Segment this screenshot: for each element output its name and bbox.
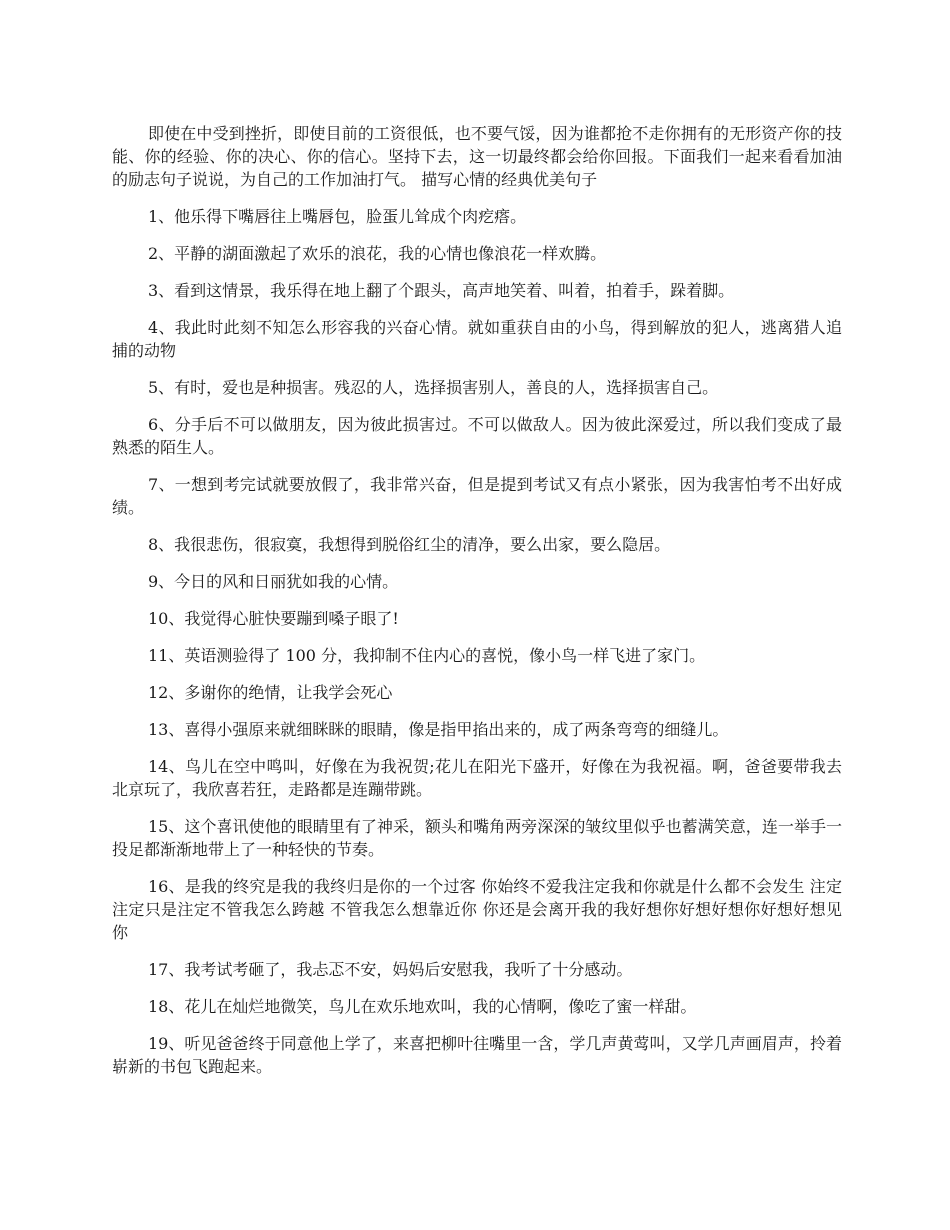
list-item: 12、多谢你的绝情，让我学会死心 bbox=[148, 683, 393, 702]
list-item: 15、这个喜讯使他的眼睛里有了神采，额头和嘴角两旁深深的皱纹里似乎也蓄满笑意，连一举手一投足都渐渐地带上了一种轻快的节奏。 bbox=[112, 817, 842, 859]
list-item: 5、有时，爱也是种损害。残忍的人，选择损害别人，善良的人，选择损害自己。 bbox=[148, 378, 719, 397]
list-item: 7、一想到考完试就要放假了，我非常兴奋，但是提到考试又有点小紧张，因为我害怕考不出好成绩。 bbox=[112, 475, 842, 517]
list-item: 6、分手后不可以做朋友，因为彼此损害过。不可以做敌人。因为彼此深爱过，所以我们变成了最熟悉的陌生人。 bbox=[112, 415, 842, 457]
list-item: 4、我此时此刻不知怎么形容我的兴奋心情。就如重获自由的小鸟，得到解放的犯人，逃离猎人追捕的动物 bbox=[112, 318, 842, 360]
list-item: 14、鸟儿在空中鸣叫，好像在为我祝贺;花儿在阳光下盛开，好像在为我祝福。啊，爸爸要带我去北京玩了，我欣喜若狂，走路都是连蹦带跳。 bbox=[112, 757, 842, 799]
list-item: 19、听见爸爸终于同意他上学了，来喜把柳叶往嘴里一含，学几声黄莺叫，又学几声画眉声，拎着崭新的书包飞跑起来。 bbox=[112, 1034, 842, 1076]
list-item: 18、花儿在灿烂地微笑，鸟儿在欢乐地欢叫，我的心情啊，像吃了蜜一样甜。 bbox=[148, 997, 697, 1016]
list-item: 17、我考试考砸了，我忐忑不安，妈妈后安慰我，我听了十分感动。 bbox=[148, 960, 633, 979]
list-item: 16、是我的终究是我的我终归是你的一个过客 你始终不爱我注定我和你就是什么都不会发生 注定注定只是注定不管我怎么跨越 不管我怎么想靠近你 你还是会离开我的我好想你好想好想你好想好想见你 bbox=[112, 877, 842, 942]
list-item: 1、他乐得下嘴唇往上嘴唇包，脸蛋儿耸成个肉疙瘩。 bbox=[148, 207, 527, 226]
list-item: 9、今日的风和日丽犹如我的心情。 bbox=[148, 572, 399, 591]
document-page bbox=[112, 122, 842, 1092]
list-item: 10、我觉得心脏快要蹦到嗓子眼了! bbox=[148, 609, 399, 628]
list-item: 3、看到这情景，我乐得在地上翻了个跟头，高声地笑着、叫着，拍着手，跺着脚。 bbox=[148, 281, 735, 300]
list-item: 13、喜得小强原来就细眯眯的眼睛，像是指甲掐出来的，成了两条弯弯的细缝儿。 bbox=[148, 720, 729, 739]
list-item: 2、平静的湖面激起了欢乐的浪花，我的心情也像浪花一样欢腾。 bbox=[148, 244, 607, 263]
list-item: 11、英语测验得了 100 分，我抑制不住内心的喜悦，像小鸟一样飞进了家门。 bbox=[148, 646, 706, 665]
list-item: 8、我很悲伤，很寂寞，我想得到脱俗红尘的清净，要么出家，要么隐居。 bbox=[148, 535, 671, 554]
intro-paragraph: 即使在中受到挫折，即使目前的工资很低，也不要气馁，因为谁都抢不走你拥有的无形资产你的技能、你的经验、你的决心、你的信心。坚持下去，这一切最终都会给你回报。下面我们一起来看看加油的励志句子说说，为自己的工作加油打气。 描写心情的经典优美句子 bbox=[112, 124, 842, 189]
